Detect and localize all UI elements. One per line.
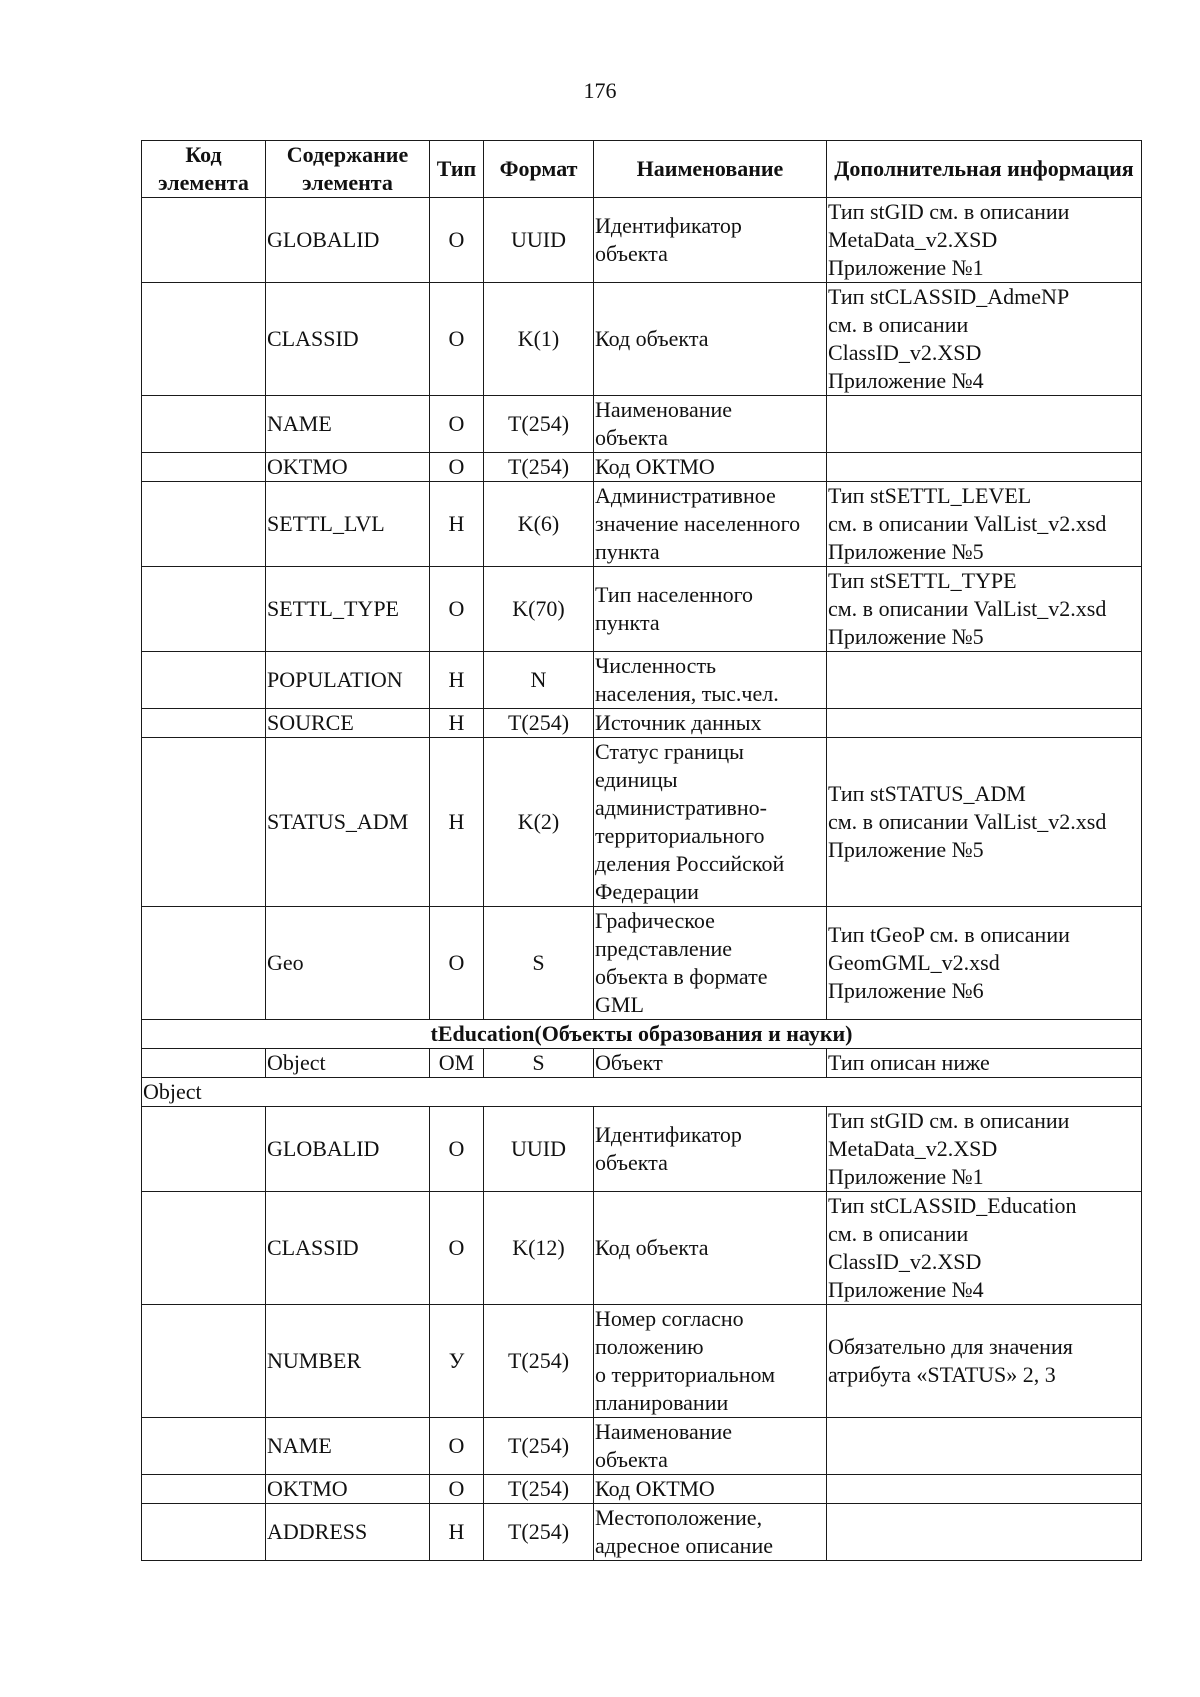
table-row (142, 453, 1142, 482)
cell-name: Номер согласно положению о территориальном планировании (594, 1305, 827, 1418)
cell-info (827, 709, 1142, 738)
cell-code (142, 738, 266, 907)
header-name: Наименование (594, 141, 827, 198)
table-row (142, 482, 1142, 567)
cell-code (142, 709, 266, 738)
cell-content: OKTMO (266, 1475, 430, 1504)
cell-format: S (484, 907, 594, 1020)
cell-info: Тип stGID см. в описании MetaData_v2.XSD Приложение №1 (827, 198, 1142, 283)
cell-info: Тип stCLASSID_AdmeNP см. в описании ClassID_v2.XSD Приложение №4 (827, 283, 1142, 396)
cell-content: NAME (266, 396, 430, 453)
cell-format: S (484, 1049, 594, 1078)
header-row (142, 141, 1142, 198)
cell-format: K(70) (484, 567, 594, 652)
cell-format: T(254) (484, 1418, 594, 1475)
spec-table (141, 140, 1142, 1561)
cell-format: T(254) (484, 453, 594, 482)
cell-format: T(254) (484, 396, 594, 453)
cell-content: GLOBALID (266, 198, 430, 283)
cell-type: О (430, 453, 484, 482)
cell-info (827, 652, 1142, 709)
cell-type: Н (430, 738, 484, 907)
cell-name: Идентификатор объекта (594, 1107, 827, 1192)
cell-content: GLOBALID (266, 1107, 430, 1192)
header-content: Содержание элемента (266, 141, 430, 198)
cell-code (142, 1504, 266, 1561)
cell-type: О (430, 396, 484, 453)
cell-format: T(254) (484, 709, 594, 738)
cell-type: Н (430, 709, 484, 738)
header-format: Формат (484, 141, 594, 198)
cell-format: K(6) (484, 482, 594, 567)
cell-format: T(254) (484, 1475, 594, 1504)
section-title: tEducation(Объекты образования и науки) (142, 1020, 1142, 1049)
cell-code (142, 482, 266, 567)
cell-content: CLASSID (266, 283, 430, 396)
cell-name: Административное значение населенного пункта (594, 482, 827, 567)
page-number: 176 (583, 78, 617, 103)
cell-format: UUID (484, 198, 594, 283)
table-row (142, 1192, 1142, 1305)
table-body-section (142, 1020, 1142, 1107)
cell-format: T(254) (484, 1305, 594, 1418)
cell-format: N (484, 652, 594, 709)
table-row (142, 567, 1142, 652)
table-row (142, 709, 1142, 738)
cell-info: Тип stSTATUS_ADM см. в описании ValList_v2.xsd Приложение №5 (827, 738, 1142, 907)
cell-name: Объект (594, 1049, 827, 1078)
cell-info: Тип stGID см. в описании MetaData_v2.XSD Приложение №1 (827, 1107, 1142, 1192)
cell-type: О (430, 907, 484, 1020)
group-row (142, 1078, 1142, 1107)
cell-code (142, 1305, 266, 1418)
cell-info (827, 396, 1142, 453)
cell-content: Geo (266, 907, 430, 1020)
cell-info (827, 1504, 1142, 1561)
cell-format: K(2) (484, 738, 594, 907)
cell-code (142, 652, 266, 709)
cell-code (142, 907, 266, 1020)
cell-type: О (430, 1475, 484, 1504)
table-row (142, 1049, 1142, 1078)
cell-name: Численность населения, тыс.чел. (594, 652, 827, 709)
cell-type: У (430, 1305, 484, 1418)
cell-type: О (430, 1418, 484, 1475)
cell-type: Н (430, 1504, 484, 1561)
cell-code (142, 453, 266, 482)
section-row (142, 1020, 1142, 1049)
cell-content: CLASSID (266, 1192, 430, 1305)
header-type: Тип (430, 141, 484, 198)
cell-code (142, 198, 266, 283)
cell-content: SOURCE (266, 709, 430, 738)
cell-content: ADDRESS (266, 1504, 430, 1561)
cell-code (142, 1192, 266, 1305)
cell-code (142, 1107, 266, 1192)
cell-type: Н (430, 652, 484, 709)
cell-name: Местоположение, адресное описание (594, 1504, 827, 1561)
cell-type: ОМ (430, 1049, 484, 1078)
cell-content: SETTL_LVL (266, 482, 430, 567)
table-row (142, 396, 1142, 453)
cell-type: О (430, 198, 484, 283)
cell-content: STATUS_ADM (266, 738, 430, 907)
cell-content: OKTMO (266, 453, 430, 482)
cell-content: POPULATION (266, 652, 430, 709)
cell-content: Object (266, 1049, 430, 1078)
cell-type: Н (430, 482, 484, 567)
table-row (142, 652, 1142, 709)
cell-name: Наименование объекта (594, 396, 827, 453)
cell-info (827, 453, 1142, 482)
cell-content: NUMBER (266, 1305, 430, 1418)
table-row (142, 1504, 1142, 1561)
table-row (142, 283, 1142, 396)
cell-info: Тип описан ниже (827, 1049, 1142, 1078)
cell-code (142, 567, 266, 652)
header-info: Дополнительная информация (827, 141, 1142, 198)
cell-info: Тип stSETTL_TYPE см. в описании ValList_v2.xsd Приложение №5 (827, 567, 1142, 652)
cell-format: K(12) (484, 1192, 594, 1305)
cell-name: Тип населенного пункта (594, 567, 827, 652)
cell-name: Графическое представление объекта в формате GML (594, 907, 827, 1020)
cell-format: T(254) (484, 1504, 594, 1561)
cell-type: О (430, 1107, 484, 1192)
cell-name: Источник данных (594, 709, 827, 738)
table-row (142, 738, 1142, 907)
cell-info (827, 1475, 1142, 1504)
group-label: Object (142, 1078, 1142, 1107)
cell-code (142, 283, 266, 396)
cell-code (142, 1475, 266, 1504)
header-code: Код элемента (142, 141, 266, 198)
cell-code (142, 1049, 266, 1078)
cell-name: Код объекта (594, 1192, 827, 1305)
table-body-settlement (142, 198, 1142, 1020)
cell-info: Тип stCLASSID_Education см. в описании ClassID_v2.XSD Приложение №4 (827, 1192, 1142, 1305)
cell-format: K(1) (484, 283, 594, 396)
cell-type: О (430, 1192, 484, 1305)
table-row (142, 1475, 1142, 1504)
cell-info: Обязательно для значения атрибута «STATUS» 2, 3 (827, 1305, 1142, 1418)
cell-info: Тип tGeoP см. в описании GeomGML_v2.xsd Приложение №6 (827, 907, 1142, 1020)
table-row (142, 1305, 1142, 1418)
table-row (142, 1418, 1142, 1475)
cell-name: Код ОКТМО (594, 453, 827, 482)
cell-code (142, 1418, 266, 1475)
cell-name: Наименование объекта (594, 1418, 827, 1475)
cell-content: SETTL_TYPE (266, 567, 430, 652)
cell-name: Идентификатор объекта (594, 198, 827, 283)
cell-name: Статус границы единицы административно- территориального деления Российской Федерации (594, 738, 827, 907)
cell-info (827, 1418, 1142, 1475)
table-row (142, 198, 1142, 283)
cell-format: UUID (484, 1107, 594, 1192)
cell-info: Тип stSETTL_LEVEL см. в описании ValList_v2.xsd Приложение №5 (827, 482, 1142, 567)
cell-type: О (430, 283, 484, 396)
table-row (142, 907, 1142, 1020)
table-body-education (142, 1107, 1142, 1561)
cell-name: Код объекта (594, 283, 827, 396)
cell-type: О (430, 567, 484, 652)
cell-code (142, 396, 266, 453)
cell-name: Код ОКТМО (594, 1475, 827, 1504)
cell-content: NAME (266, 1418, 430, 1475)
table-row (142, 1107, 1142, 1192)
